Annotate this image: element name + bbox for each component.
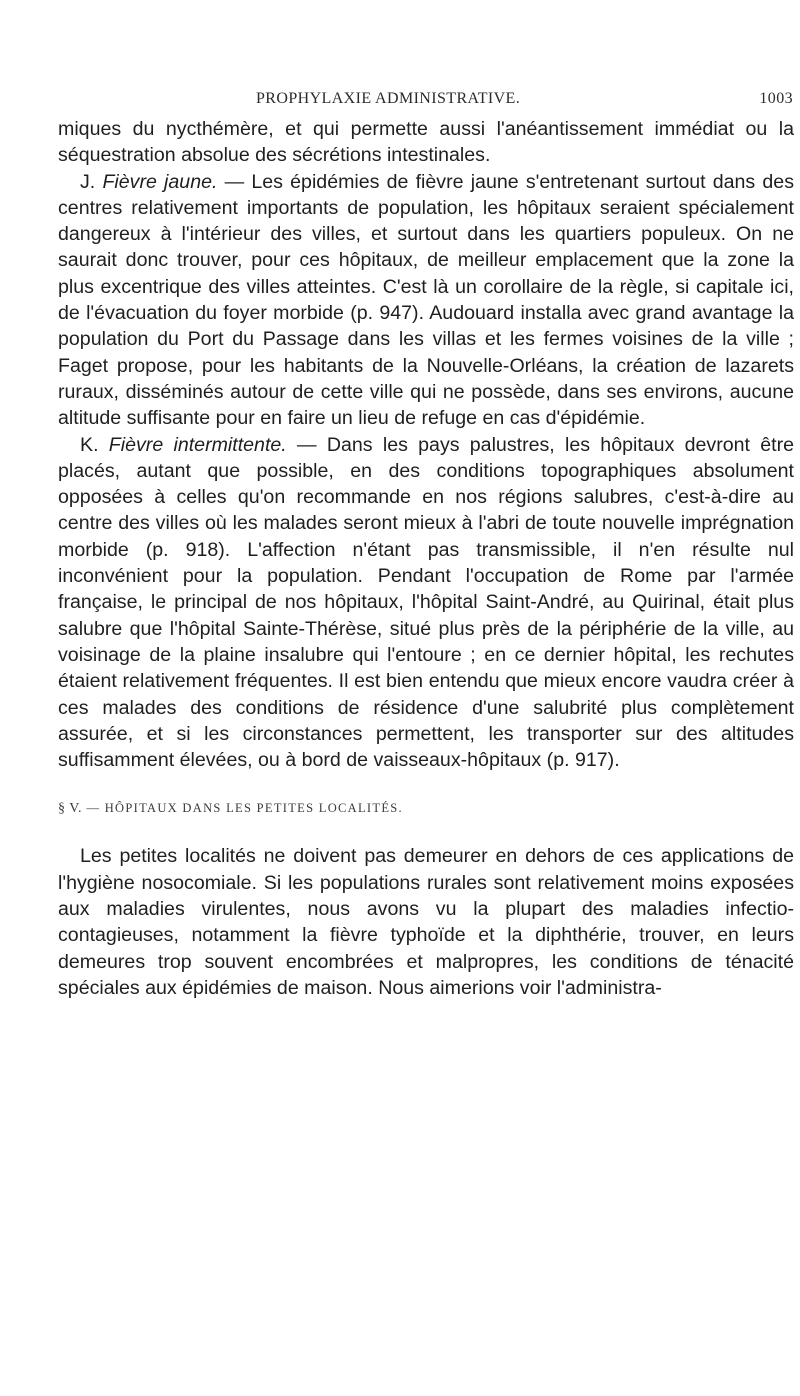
page-number: 1003 bbox=[759, 90, 793, 107]
paragraph-text: — Les épidémies de fièvre jaune s'entretenant surtout dans des centres relativement importants de population, les hôpitaux seraient spécialement dangereux à l'intérieur des villes, et surtout dans les quartiers populeux. On ne saurait donc trouver, pour ces hôpitaux, de meilleur emplacement que la zone la plus excentrique des villes atteintes. C'est là un corollaire de la règle, si capitale ici, de l'évacuation du foyer morbide (p. 947). Audouard installa avec grand avantage la population du Port du Passage dans les villas et les fermes voisines de la ville ; Faget propose, pour les habitants de la Nouvelle-Orléans, la création de lazarets ruraux, disséminés autour de cette ville qui ne possède, dans ses environs, aucune altitude suffisante pour en faire un lieu de refuge en cas d'épidémie. bbox=[58, 170, 794, 430]
section-label: § V. bbox=[58, 801, 83, 817]
paragraph-yellow-fever bbox=[58, 169, 794, 432]
paragraph-continuation bbox=[58, 116, 794, 169]
paragraph-lead-title: Fièvre intermittente. bbox=[108, 433, 287, 456]
running-title: PROPHYLAXIE ADMINISTRATIVE. bbox=[256, 90, 521, 107]
section-title: — HÔPITAUX DANS LES PETITES LOCALITÉS. bbox=[86, 801, 403, 816]
paragraph-intermittent-fever bbox=[58, 432, 794, 774]
section-heading bbox=[58, 773, 794, 843]
paragraph-label: K. bbox=[80, 433, 99, 456]
running-header bbox=[256, 90, 800, 112]
paragraph-small-localities bbox=[58, 843, 794, 1001]
paragraph-label: J. bbox=[80, 170, 96, 193]
paragraph-text: Les petites localités ne doivent pas demeurer en dehors de ces applications de l'hygiène nosocomiale. Si les populations rurales sont relativement moins exposées aux maladies virulentes, nous avons vu la plupart des maladies infectio-contagieuses, notamment la fièvre typhoïde et la diphthérie, trouver, en leurs demeures trop souvent encombrées et malpropres, les conditions de ténacité spéciales aux épidémies de maison. Nous aimerions voir l'administra- bbox=[58, 845, 794, 999]
paragraph-lead-title: Fièvre jaune. bbox=[102, 170, 218, 193]
paragraph-text: miques du nycthémère, et qui permette aussi l'anéantissement immédiat ou la séquestration absolue des sécrétions intestinales. bbox=[58, 118, 794, 167]
paragraph-text: — Dans les pays palustres, les hôpitaux devront être placés, autant que possible, en des conditions topographiques absolument opposées à celles qu'on recommande en nos régions salubres, c'est-à-dire au centre des villes où les malades seront mieux à l'abri de toute nouvelle imprégnation morbide (p. 918). L'affection n'étant pas transmissible, il n'en résulte nul inconvénient pour la population. Pendant l'occupation de Rome par l'armée française, le principal de nos hôpitaux, l'hôpital Saint-André, au Quirinal, était plus salubre que l'hôpital Sainte-Thérèse, situé plus près de la périphérie de la ville, au voisinage de la plaine insalubre qui l'entoure ; en ce dernier hôpital, les rechutes étaient relativement fréquentes. Il est bien entendu que mieux encore vaudra créer à ces malades des conditions de résidence d'une salubrité plus complètement assurée, et si les circonstances permettent, les transporter sur des altitudes suffisamment élevées, ou à bord de vaisseaux-hôpitaux (p. 917). bbox=[58, 433, 794, 772]
body-text bbox=[58, 116, 794, 1001]
